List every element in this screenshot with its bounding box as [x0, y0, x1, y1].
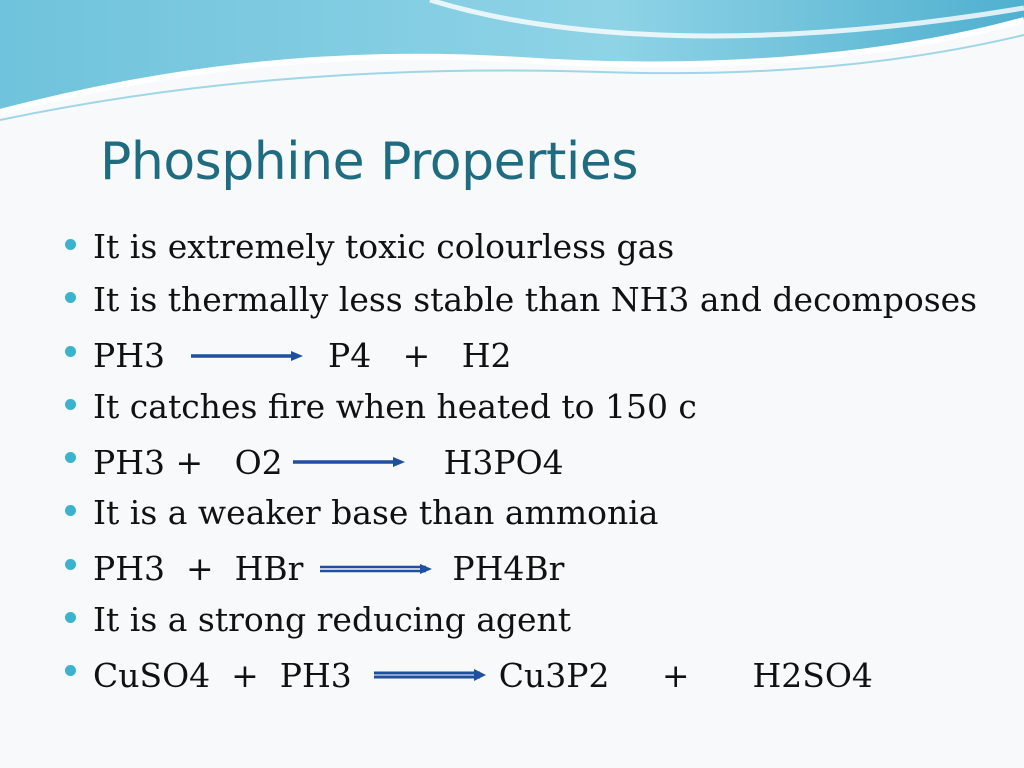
header-wave-decoration — [0, 0, 1024, 130]
bullet-dot-icon — [65, 505, 76, 516]
right-arrow-icon — [293, 454, 405, 470]
bullet-text: It is a weaker base than ammonia — [93, 493, 659, 533]
bullet-dot-icon — [65, 292, 76, 303]
bullet-dot-icon — [65, 452, 76, 463]
bullet-item — [62, 220, 977, 273]
products: PH4Br — [452, 549, 565, 589]
bullet-text: It catches fire when heated to 150 c — [93, 386, 697, 426]
bullet-dot-icon — [65, 665, 76, 676]
bullet-dot-icon — [65, 559, 76, 570]
bullet-dot-icon — [65, 346, 76, 357]
reactants: PH3 — [93, 336, 165, 376]
bullet-text: It is extremely toxic colourless gas — [93, 227, 675, 266]
bullet-item — [62, 486, 977, 539]
reaction-item — [62, 327, 977, 380]
right-arrow-icon — [374, 667, 486, 683]
reaction-item — [62, 433, 977, 486]
slide-title: Phosphine Properties — [100, 132, 638, 192]
bullet-list — [62, 220, 977, 700]
reactants: CuSO4 + PH3 — [93, 655, 352, 695]
bullet-item — [62, 273, 977, 326]
bullet-item — [62, 593, 977, 646]
bullet-text: It is a strong reducing agent — [93, 600, 572, 640]
products: H3PO4 — [443, 442, 564, 482]
reactants: PH3 + HBr — [93, 549, 304, 589]
products: P4 + H2 — [327, 336, 512, 376]
right-arrow-icon — [320, 561, 432, 577]
products: Cu3P2 + H2SO4 — [498, 655, 873, 695]
reaction-item — [62, 646, 977, 699]
reaction-item — [62, 540, 977, 593]
bullet-dot-icon — [65, 239, 76, 250]
reactants: PH3 + O2 — [93, 442, 283, 482]
bullet-dot-icon — [65, 399, 76, 410]
bullet-item — [62, 380, 977, 433]
right-arrow-icon — [191, 348, 303, 364]
bullet-dot-icon — [65, 612, 76, 623]
bullet-text: It is thermally less stable than NH3 and decomposes — [93, 280, 978, 320]
